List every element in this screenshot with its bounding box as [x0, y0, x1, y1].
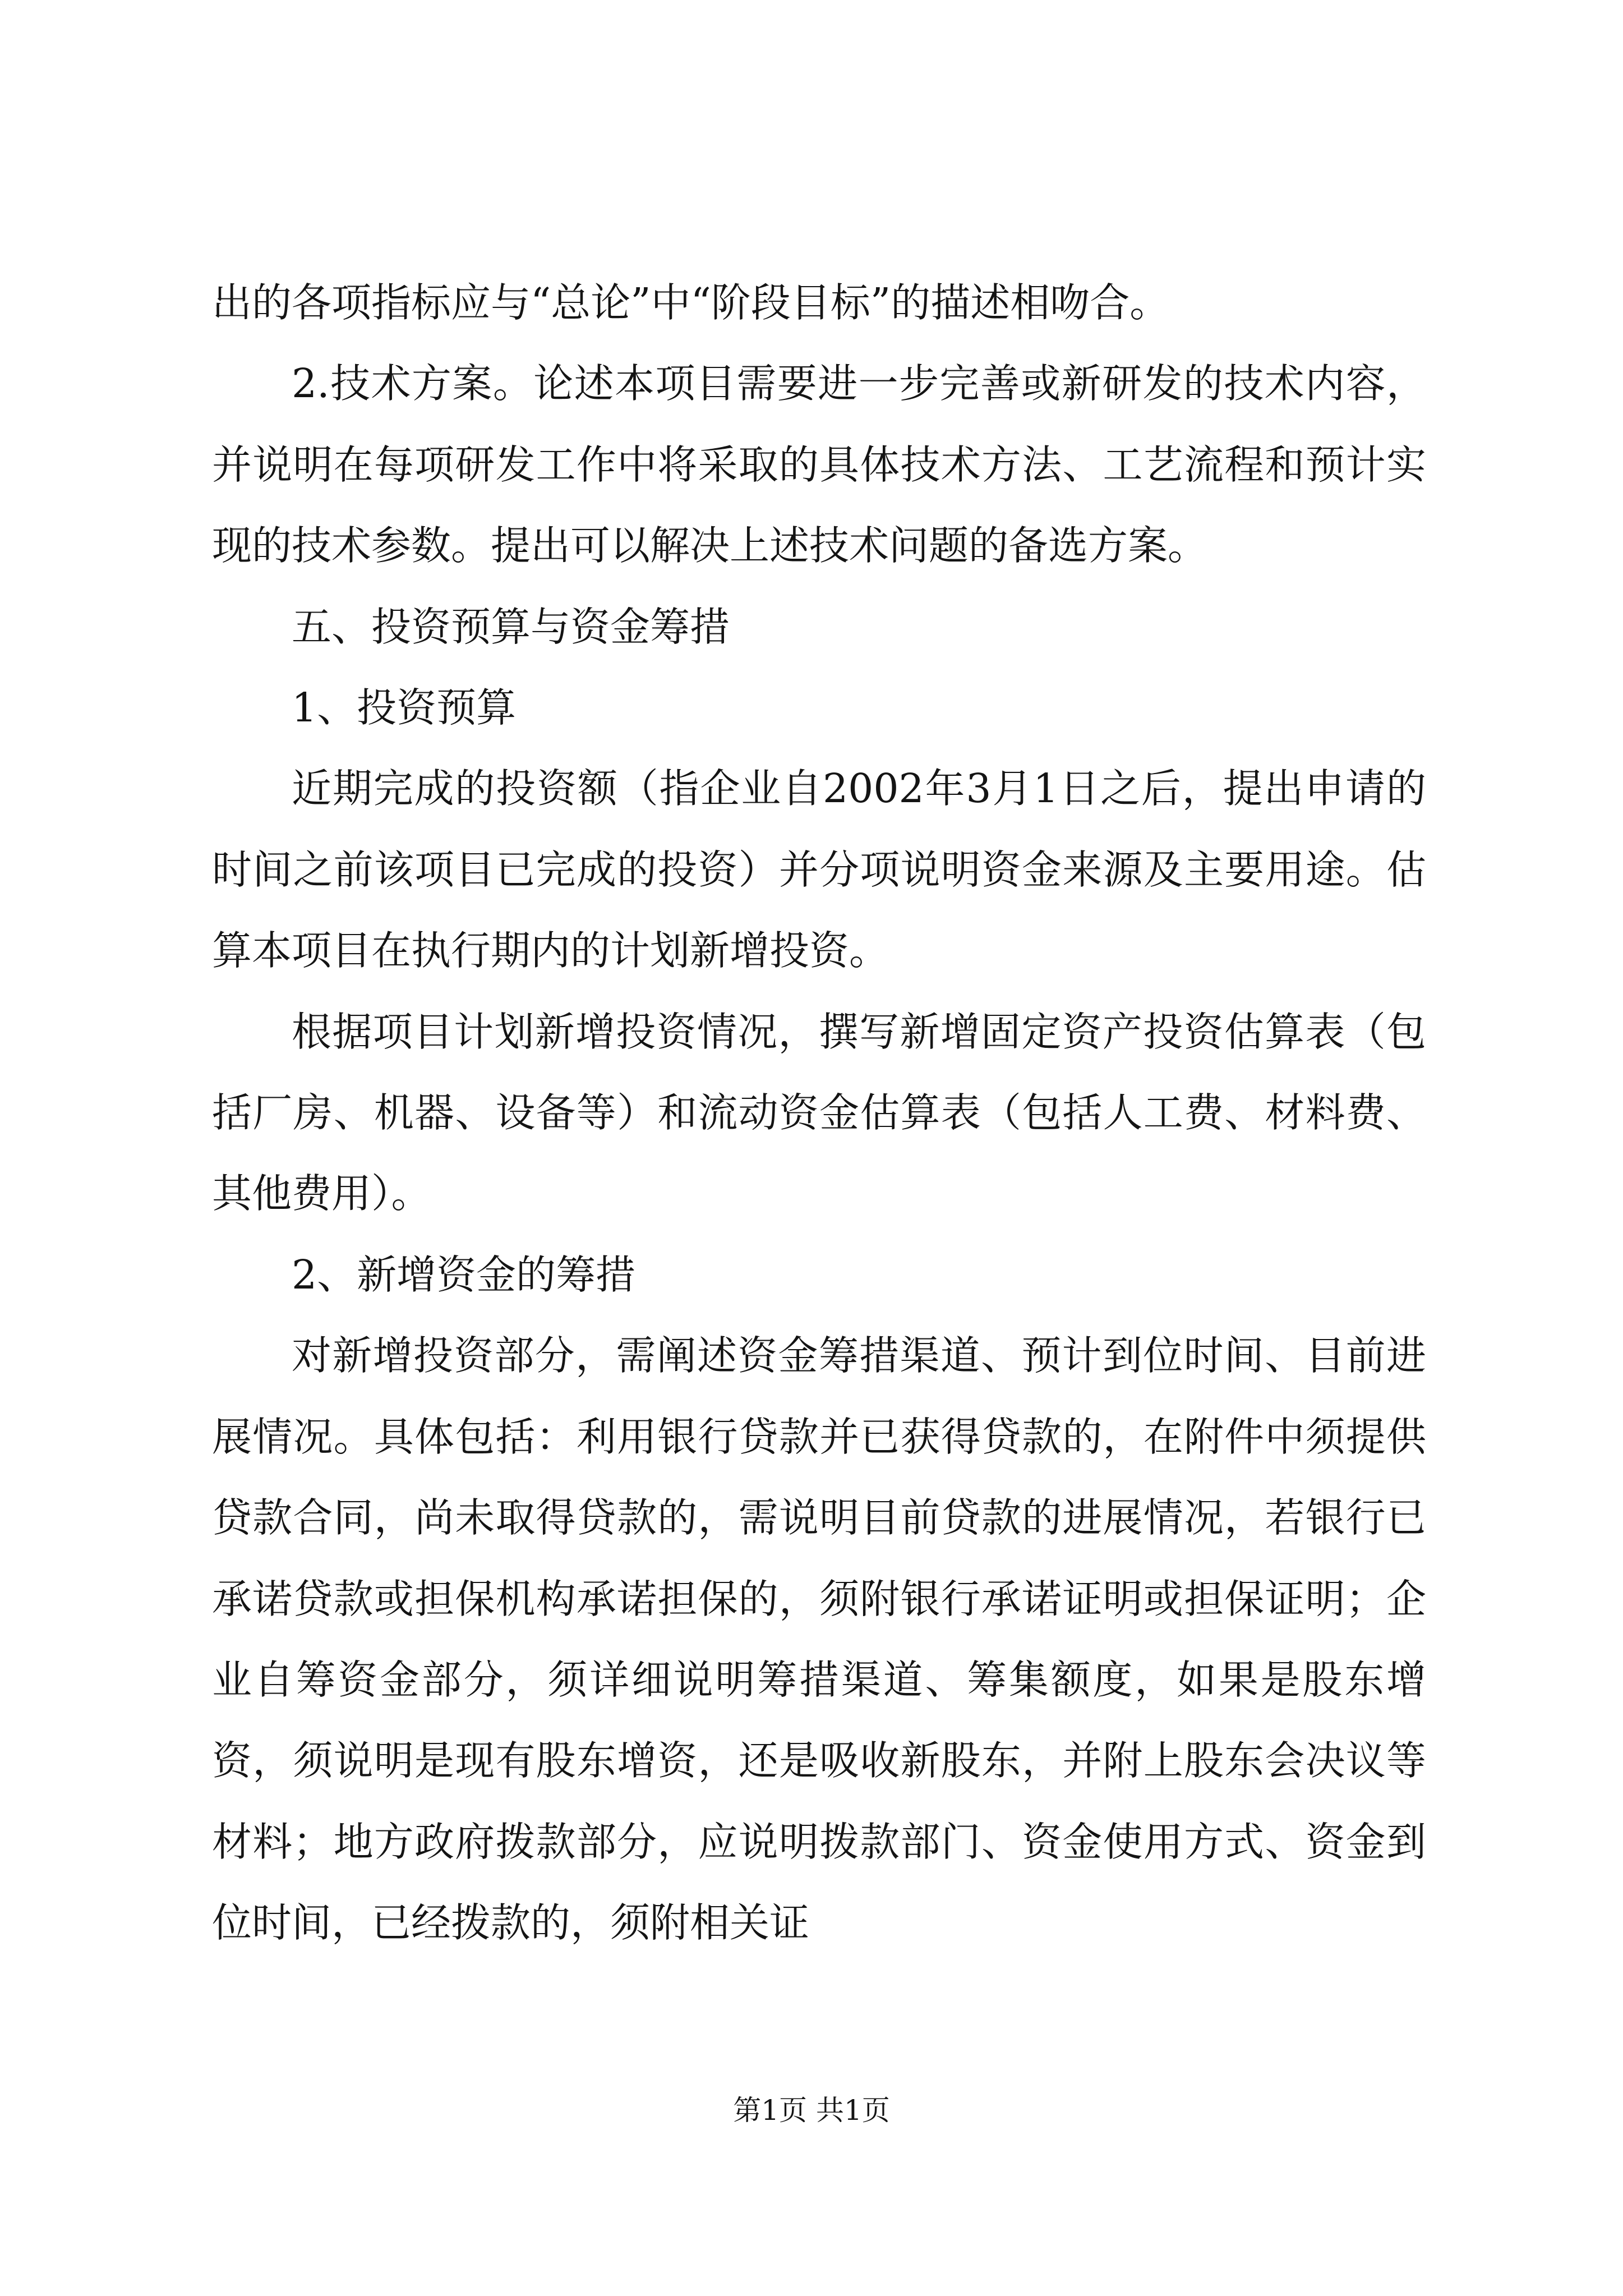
paragraph-technical-plan: 2.技术方案。论述本项目需要进一步完善或新研发的技术内容，并说明在每项研发工作中将采取的具体技术方法、工艺流程和预计实现的技术参数。提出可以解决上述技术问题的备选方案。 [212, 360, 1426, 569]
subheading-investment-budget: 1、投资预算 [292, 684, 517, 731]
paragraph-funding-details: 对新增投资部分，需阐述资金筹措渠道、预计到位时间、目前进展情况。具体包括：利用银行贷款并已获得贷款的，在附件中须提供贷款合同，尚未取得贷款的，需说明目前贷款的进展情况，若银行已承诺贷款或担保机构承诺担保的，须附银行承诺证明或担保证明；企业自筹资金部分，须详细说明筹措渠道、筹集额度，如果是股东增资，须说明是现有股东增资，还是吸收新股东，并附上股东会决议等材料；地方政府拨款部分，应说明拨款部门、资金使用方式、资金到位时间，已经拨款的，须附相关证 [212, 1332, 1426, 1947]
subheading-new-funding: 2、新增资金的筹措 [292, 1251, 636, 1298]
paragraph-estimate-tables: 根据项目计划新增投资情况，撰写新增固定资产投资估算表（包括厂房、机器、设备等）和流动资金估算表（包括人工费、材料费、其他费用）。 [212, 1008, 1426, 1217]
document-body [212, 263, 1426, 1964]
section-heading-investment: 五、投资预算与资金筹措 [292, 603, 730, 650]
paragraph-continuation: 出的各项指标应与“总论”中“阶段目标”的描述相吻合。 [212, 279, 1170, 326]
paragraph-recent-investment: 近期完成的投资额（指企业自2002年3月1日之后，提出申请的时间之前该项目已完成的投资）并分项说明资金来源及主要用途。估算本项目在执行期内的计划新增投资。 [212, 765, 1426, 974]
page-footer: 第1页 共1页 [733, 2094, 890, 2127]
